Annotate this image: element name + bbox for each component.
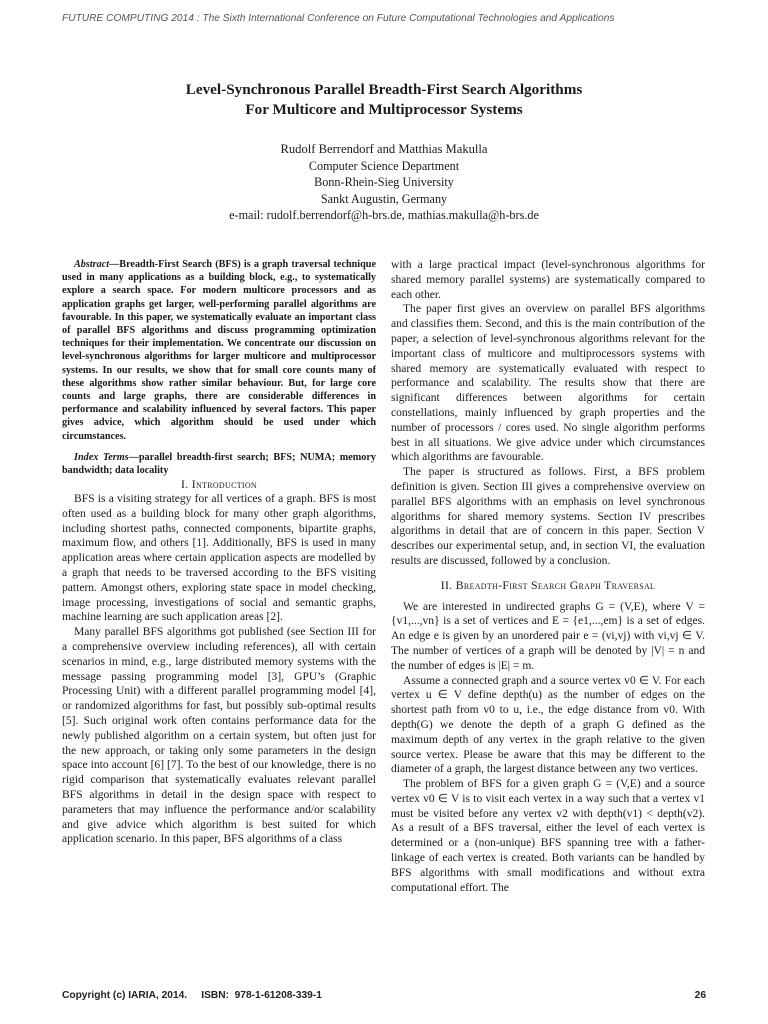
- conference-header: FUTURE COMPUTING 2014 : The Sixth International Conference on Future Computational Technologies and Applications: [62, 13, 615, 24]
- index-terms-lead: Index Terms: [74, 451, 129, 463]
- intro-paragraph-2-continued: with a large practical impact (level-synchronous algorithms for shared memory parallel systems) are systematically compared to each other.: [391, 259, 705, 301]
- author-email: e-mail: rudolf.berrendorf@h-brs.de, mathias.makulla@h-brs.de: [229, 207, 539, 222]
- intro-paragraph-2: Many parallel BFS algorithms got published (see Section III for a comprehensive overview including references), all with certain scenarios in mind, e.g., large distributed memory systems with the message passing programming model [3], GPU’s (Graphic Processing Unit) with a different parallel programming model [4], or randomized algorithms for fast, but possibly sub-optimal results [5]. Such original work often contains performance data for the newly published algorithm on a certain system, but often just for the new approach, or taking only some parameters in the design space into account [6] [7]. To the best of our knowledge, there is no rigid comparison that systematically evaluates relevant parallel BFS algorithms in detail in the design space with respect to parameters that may influence the performance and/or scalability and give advice which algorithm is best suited for which application scenario. In this paper, BFS algorithms of a class: [62, 626, 376, 846]
- right-column: [391, 258, 705, 895]
- intro-paragraph-4: The paper is structured as follows. First, a BFS problem definition is given. Section III gives a comprehensive overview on parallel BFS algorithms with an emphasis on level synchronous algorithms for shared memory systems. Section IV prescribes algorithms in detail that are of concern in this paper. Section V describes our experimental setup, and, in section VI, the evaluation results are discussed, followed by a conclusion.: [391, 466, 705, 567]
- affiliation-university: Bonn-Rhein-Sieg University: [314, 175, 454, 190]
- section-heading-bfs: II. Breadth-First Search Graph Traversal: [440, 577, 656, 592]
- section-heading-introduction: I. Introduction: [180, 477, 258, 492]
- bfs-paragraph-3: The problem of BFS for a given graph G = (V,E) and a source vertex v0 ∈ V is to visit each vertex in a way such that a vertex v1 must be visited before any vertex v2 with depth(v1) < depth(v2). As a result of a BFS traversal, either the level of each vertex is determined or a (non-unique) BFS spanning tree with a father-linkage of each vertex is created. Both variants can be handled by BFS algorithms with small modifications and without extra computational effort. The: [391, 778, 705, 894]
- affiliation-location: Sankt Augustin, Germany: [320, 191, 448, 206]
- intro-paragraph-3: The paper first gives an overview on parallel BFS algorithms and classifies them. Second, and this is the main contribution of the paper, a selection of level-synchronous algorithms relevant for the important class of multicore and multiprocessors systems with shared memory are systematically evaluated with respect to performance and scalability. The results show that there are significant differences between algorithms for certain constellations, mainly influenced by graph properties and the number of processors / cores used. No single algorithm performs best in all situations. We give advice under which circumstances which algorithms are favourable.: [391, 303, 705, 464]
- footer-copyright: Copyright (c) IARIA, 2014. ISBN: 978-1-61208-339-1: [62, 990, 322, 1001]
- index-terms: [62, 451, 376, 477]
- paper-title: [60, 80, 708, 120]
- bfs-paragraph-1: We are interested in undirected graphs G = (V,E), where V = {v1,...,vn} is a set of vertices and E = {e1,...,em} is a set of edges. An edge e is given by an unordered pair e = (vi,vj) with vi,vj ∈ V. The number of vertices of a graph will be denoted by |V| = n and the number of edges is |E| = m.: [391, 600, 705, 672]
- left-column: [62, 258, 376, 847]
- affiliation-department: Computer Science Department: [308, 159, 460, 174]
- bfs-paragraph-2: Assume a connected graph and a source vertex v0 ∈ V. For each vertex u ∈ V define depth(u) as the number of edges on the shortest path from v0 to u, i.e., the edge distance from v0. With depth(G) we denote the depth of a graph G defined as the maximum depth of any vertex in the graph relative to the given source vertex. Please be aware that this may be different to the diameter of a graph, the largest distance between any two vertices.: [391, 674, 705, 776]
- abstract-text: —Breadth-First Search (BFS) is a graph traversal technique used in many applications as a building block, e.g., to systematically explore a search space. For modern multicore processors and as application graphs get larger, well-performing parallel algorithms are favourable. In this paper, we systematically evaluate an important class of parallel BFS algorithms and discuss programming optimization techniques for their implementation. We concentrate our discussion on level-synchronous algorithms for larger multicore and multiprocessor systems. In our results, we show that for small core counts many of these algorithms show rather similar behaviour. But, for large core counts and large graphs, there are considerable differences in performance and scalability influenced by several factors. This paper gives advice, which algorithm should be used under which circumstances.: [62, 259, 376, 442]
- author-names: Rudolf Berrendorf and Matthias Makulla: [280, 142, 488, 156]
- abstract-lead: Abstract: [74, 259, 110, 270]
- index-terms-text: —parallel breadth-first search; BFS; NUMA; memory bandwidth; data locality: [62, 451, 376, 477]
- author-block: [60, 141, 708, 223]
- abstract: [62, 258, 376, 443]
- footer-page-number: 26: [694, 990, 706, 1001]
- intro-paragraph-1: BFS is a visiting strategy for all vertices of a graph. BFS is most often used as a building block for many other graph algorithms, including shortest paths, connected components, bipartite graphs, maximum flow, and others [1]. Additionally, BFS is used in many application areas where certain application aspects are modelled by a graph that needs to be traversed according to the BFS visiting pattern. Amongst others, exploring state space in model checking, image processing, investigations of social and semantic graphs, machine learning are such application areas [2].: [62, 493, 376, 624]
- title-line-2: For Multicore and Multiprocessor Systems: [245, 101, 523, 118]
- title-line-1: Level-Synchronous Parallel Breadth-First Search Algorithms: [185, 81, 583, 98]
